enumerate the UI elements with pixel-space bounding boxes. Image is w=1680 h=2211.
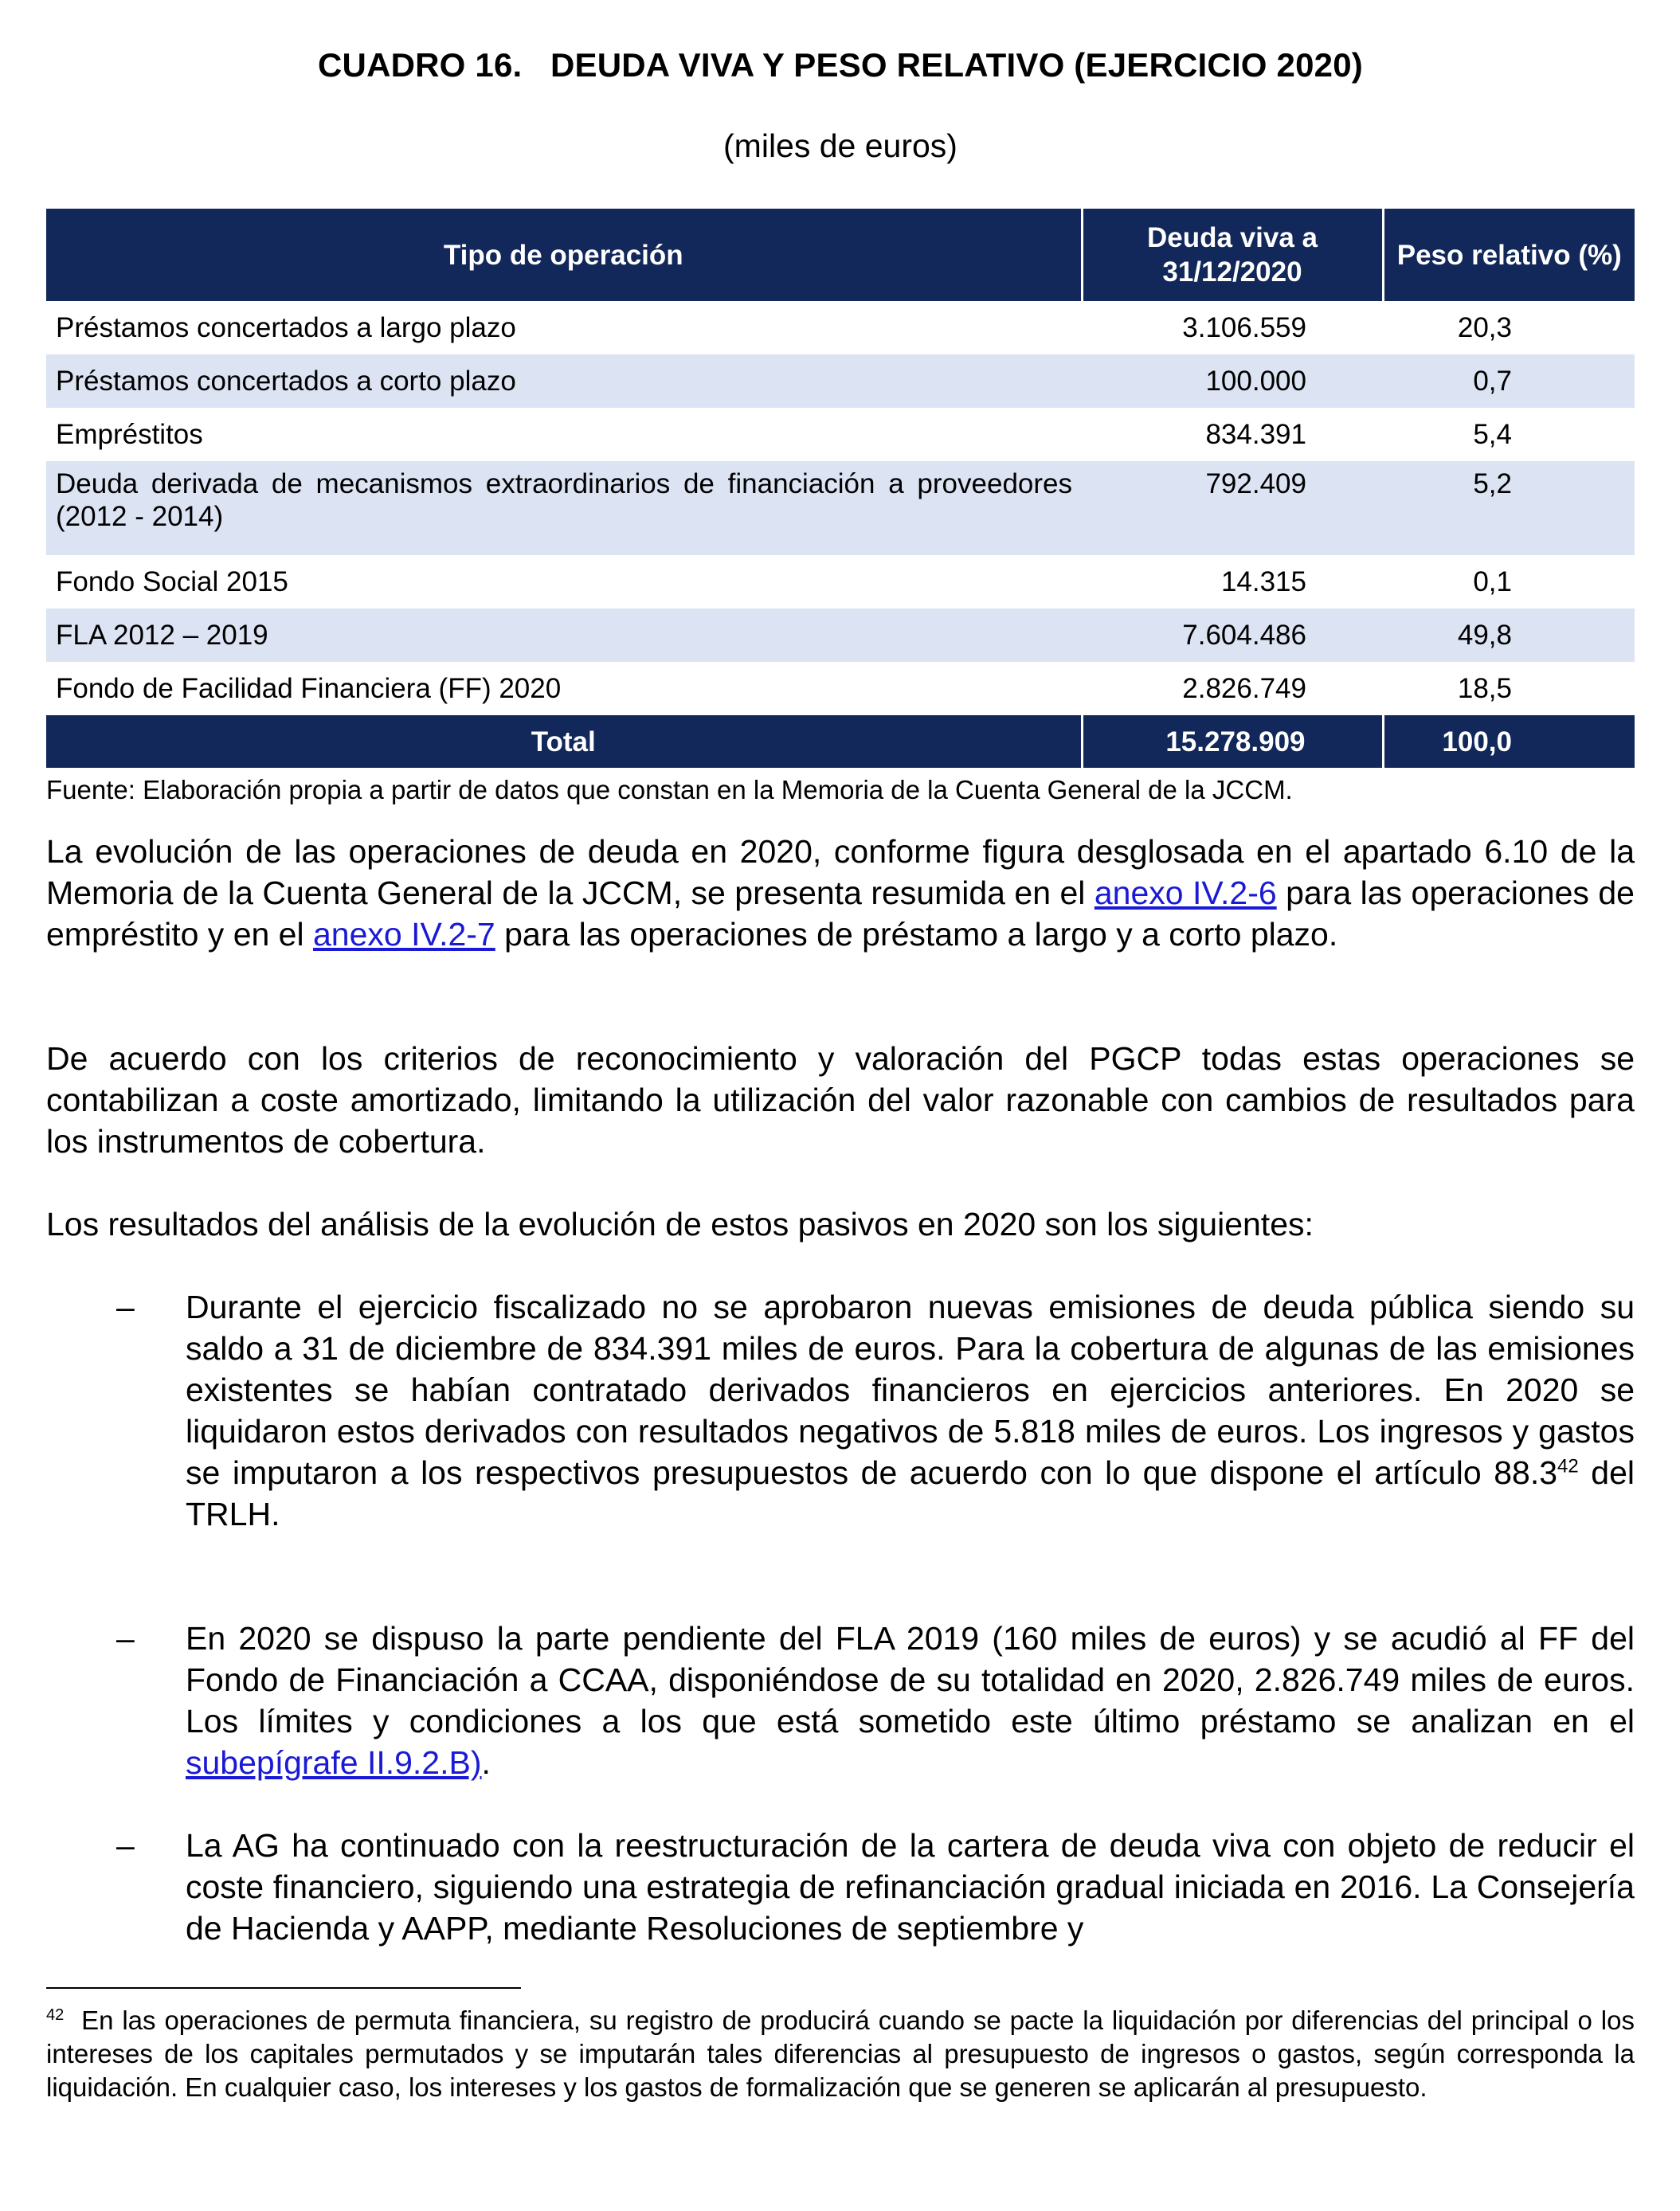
row-debt: 792.409	[1082, 461, 1383, 555]
bullet-text-part: En 2020 se dispuso la parte pendiente del FLA 2019 (160 miles de euros) y se acudió al FF del Fondo de Financiación a CCAA, disponiéndose de su totalidad en 2020, 2.826.749 miles de euros. Los límites y condiciones a los que está sometido este último préstamo se analizan en el	[186, 1620, 1635, 1739]
link-annex-iv-2-7[interactable]: anexo IV.2-7	[313, 916, 495, 953]
row-weight: 5,2	[1383, 461, 1635, 555]
dash-bullet: –	[116, 1620, 135, 1657]
footnote-ref[interactable]: 42	[1557, 1455, 1579, 1477]
row-label: Fondo Social 2015	[46, 555, 1082, 609]
dash-bullet: –	[116, 1827, 135, 1864]
row-label: Préstamos concertados a corto plazo	[46, 354, 1082, 408]
table-total-row	[46, 715, 1635, 768]
debt-table	[46, 209, 1635, 768]
total-label: Total	[46, 715, 1082, 768]
bullet-text: La AG ha continuado con la reestructuración de la cartera de deuda viva con objeto de reducir el coste financiero, siguiendo una estrategia de refinanciación gradual iniciada en 2016. La Consejería de Hacienda y AAPP, mediante Resoluciones de septiembre y	[186, 1827, 1635, 1947]
row-debt: 3.106.559	[1082, 301, 1383, 354]
row-debt: 834.391	[1082, 408, 1383, 461]
bullet-text-part: Durante el ejercicio fiscalizado no se aprobaron nuevas emisiones de deuda pública siendo su saldo a 31 de diciembre de 834.391 miles de euros. Para la cobertura de algunas de las emisiones existentes se habían contratado derivados financieros en ejercicios anteriores. En 2020 se liquidaron estos derivados con resultados negativos de 5.818 miles de euros. Los ingresos y gastos se imputaron a los respectivos presupuestos de acuerdo con lo que dispone el artículo 88.3	[186, 1289, 1635, 1491]
table-row	[46, 662, 1635, 715]
total-debt: 15.278.909	[1082, 715, 1383, 768]
row-debt: 100.000	[1082, 354, 1383, 408]
dash-bullet: –	[116, 1289, 135, 1325]
header-outstanding-debt: Deuda viva a 31/12/2020	[1082, 209, 1383, 301]
row-debt: 7.604.486	[1082, 609, 1383, 662]
table-header-row	[46, 209, 1635, 301]
row-weight: 18,5	[1383, 662, 1635, 715]
bullet-text-part: .	[481, 1744, 491, 1781]
row-weight: 5,4	[1383, 408, 1635, 461]
row-weight: 20,3	[1383, 301, 1635, 354]
table-row	[46, 301, 1635, 354]
bullet-item-issuances	[46, 1286, 1635, 1535]
bullet-item-restructuring	[46, 1825, 1635, 1949]
footnote-separator	[46, 1987, 521, 1989]
paragraph-text: para las operaciones de empréstito y en el	[46, 875, 1635, 953]
paragraph-text: La evolución de las operaciones de deuda en 2020, conforme figura desglosada en el apartado 6.10 de la Memoria de la Cuenta General de la JCCM, se presenta resumida en el	[46, 833, 1635, 911]
total-weight: 100,0	[1383, 715, 1635, 768]
row-weight: 49,8	[1383, 609, 1635, 662]
bullet-text-part: del TRLH.	[186, 1454, 1635, 1532]
row-label: Fondo de Facilidad Financiera (FF) 2020	[46, 662, 1082, 715]
link-annex-iv-2-6[interactable]: anexo IV.2-6	[1094, 875, 1277, 911]
table-title: CUADRO 16. DEUDA VIVA Y PESO RELATIVO (EJERCICIO 2020)	[318, 46, 1363, 84]
row-label: Deuda derivada de mecanismos extraordinarios de financiación a proveedores (2012 - 2014)	[46, 461, 1082, 555]
row-weight: 0,1	[1383, 555, 1635, 609]
row-label: Préstamos concertados a largo plazo	[46, 301, 1082, 354]
header-operation-type: Tipo de operación	[46, 209, 1082, 301]
paragraph-debt-evolution	[46, 831, 1635, 955]
paragraph-valuation-criteria: De acuerdo con los criterios de reconocimiento y valoración del PGCP todas estas operaciones se contabilizan a coste amortizado, limitando la utilización del valor razonable con cambios de resultados para los instrumentos de cobertura.	[46, 1040, 1635, 1160]
table-units: (miles de euros)	[723, 127, 957, 164]
table-row	[46, 408, 1635, 461]
bullet-item-fla	[46, 1618, 1635, 1783]
row-label: FLA 2012 – 2019	[46, 609, 1082, 662]
paragraph-analysis-intro: Los resultados del análisis de la evolución de estos pasivos en 2020 son los siguientes:	[46, 1206, 1314, 1242]
footnote-text: En las operaciones de permuta financiera, su registro de producirá cuando se pacte la liquidación por diferencias del principal o los intereses de los capitales permutados y se imputarán tales diferencias al presupuesto de ingresos o gastos, según corresponda la liquidación. En cualquier caso, los intereses y los gastos de formalización que se generen se aplicarán al presupuesto.	[46, 2006, 1635, 2102]
footnote-number: 42	[46, 2006, 65, 2024]
bullet-text	[186, 1286, 1635, 1535]
row-debt: 14.315	[1082, 555, 1383, 609]
table-row	[46, 461, 1635, 555]
table-row	[46, 609, 1635, 662]
row-label: Empréstitos	[46, 408, 1082, 461]
table-row	[46, 555, 1635, 609]
row-debt: 2.826.749	[1082, 662, 1383, 715]
header-relative-weight: Peso relativo (%)	[1383, 209, 1635, 301]
paragraph-text: para las operaciones de préstamo a largo y a corto plazo.	[495, 916, 1338, 953]
footnote	[46, 2004, 1635, 2104]
table-row	[46, 354, 1635, 408]
bullet-text	[186, 1618, 1635, 1783]
link-subepigrafe-ii-9-2-b[interactable]: subepígrafe II.9.2.B)	[186, 1744, 482, 1781]
table-source-note: Fuente: Elaboración propia a partir de datos que constan en la Memoria de la Cuenta General de la JCCM.	[46, 775, 1293, 804]
row-weight: 0,7	[1383, 354, 1635, 408]
